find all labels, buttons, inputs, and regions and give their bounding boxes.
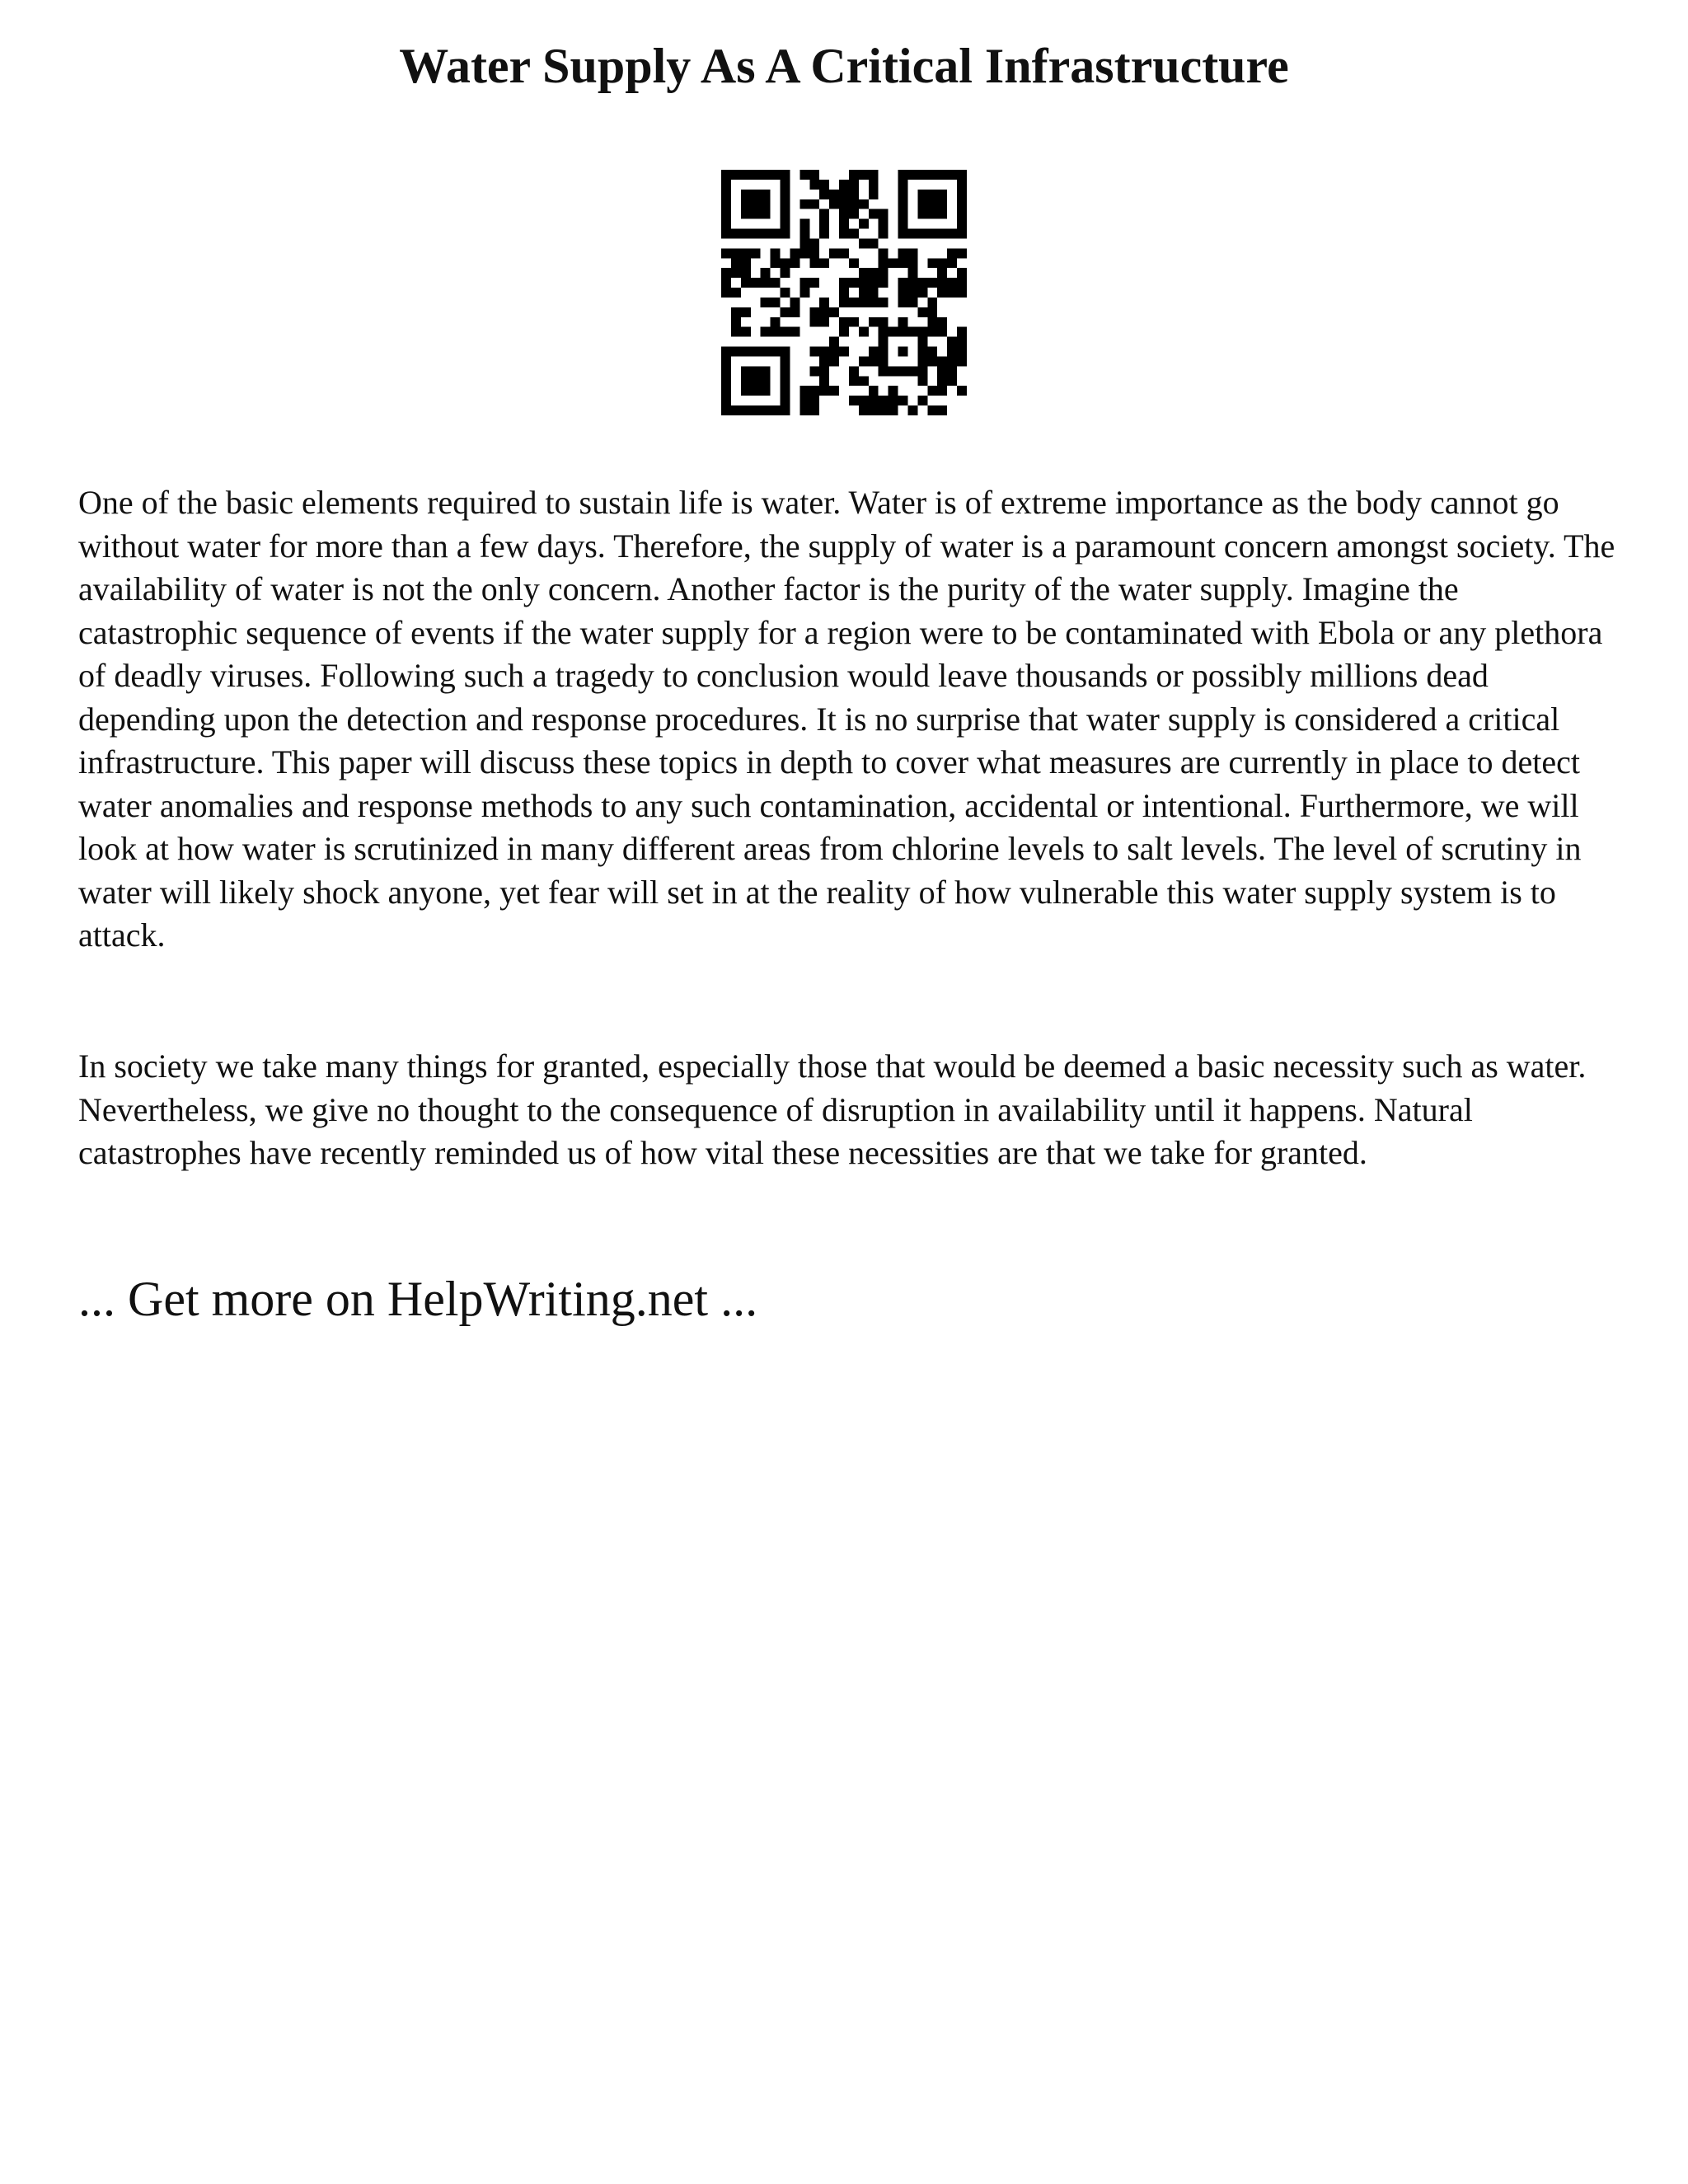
document-title: Water Supply As A Critical Infrastructure [399,39,1289,93]
body-paragraph-2: In society we take many things for granted, especially those that would be deemed a basic necessity such as water. Nevertheless, we give no thought to the consequence of disruption in availability until it happens. Natural catastrophes have recently reminded us of how vital these necessities are that we take for granted. [78,1047,1587,1171]
get-more-link[interactable]: ... Get more on HelpWriting.net ... [78,1272,758,1326]
qr-code-icon [721,170,967,415]
body-paragraph-1: One of the basic elements required to sustain life is water. Water is of extreme importance as the body cannot go without water for more than a few days. Therefore, the supply of water is a paramount concern amongst society. The availability of water is not the only concern. Another factor is the purity of the water supply. Imagine the catastrophic sequence of events if the water supply for a region were to be contaminated with Ebola or any plethora of deadly viruses. Following such a tragedy to conclusion would leave thousands or possibly millions dead depending upon the detection and response procedures. It is no surprise that water supply is considered a critical infrastructure. This paper will discuss these topics in depth to cover what measures are currently in place to detect water anomalies and response methods to any such contamination, accidental or intentional. Furthermore, we will look at how water is scrutinized in many different areas from chlorine levels to salt levels. The level of scrutiny in water will likely shock anyone, yet fear will set in at the reality of how vulnerable this water supply system is to attack. [78,484,1615,954]
